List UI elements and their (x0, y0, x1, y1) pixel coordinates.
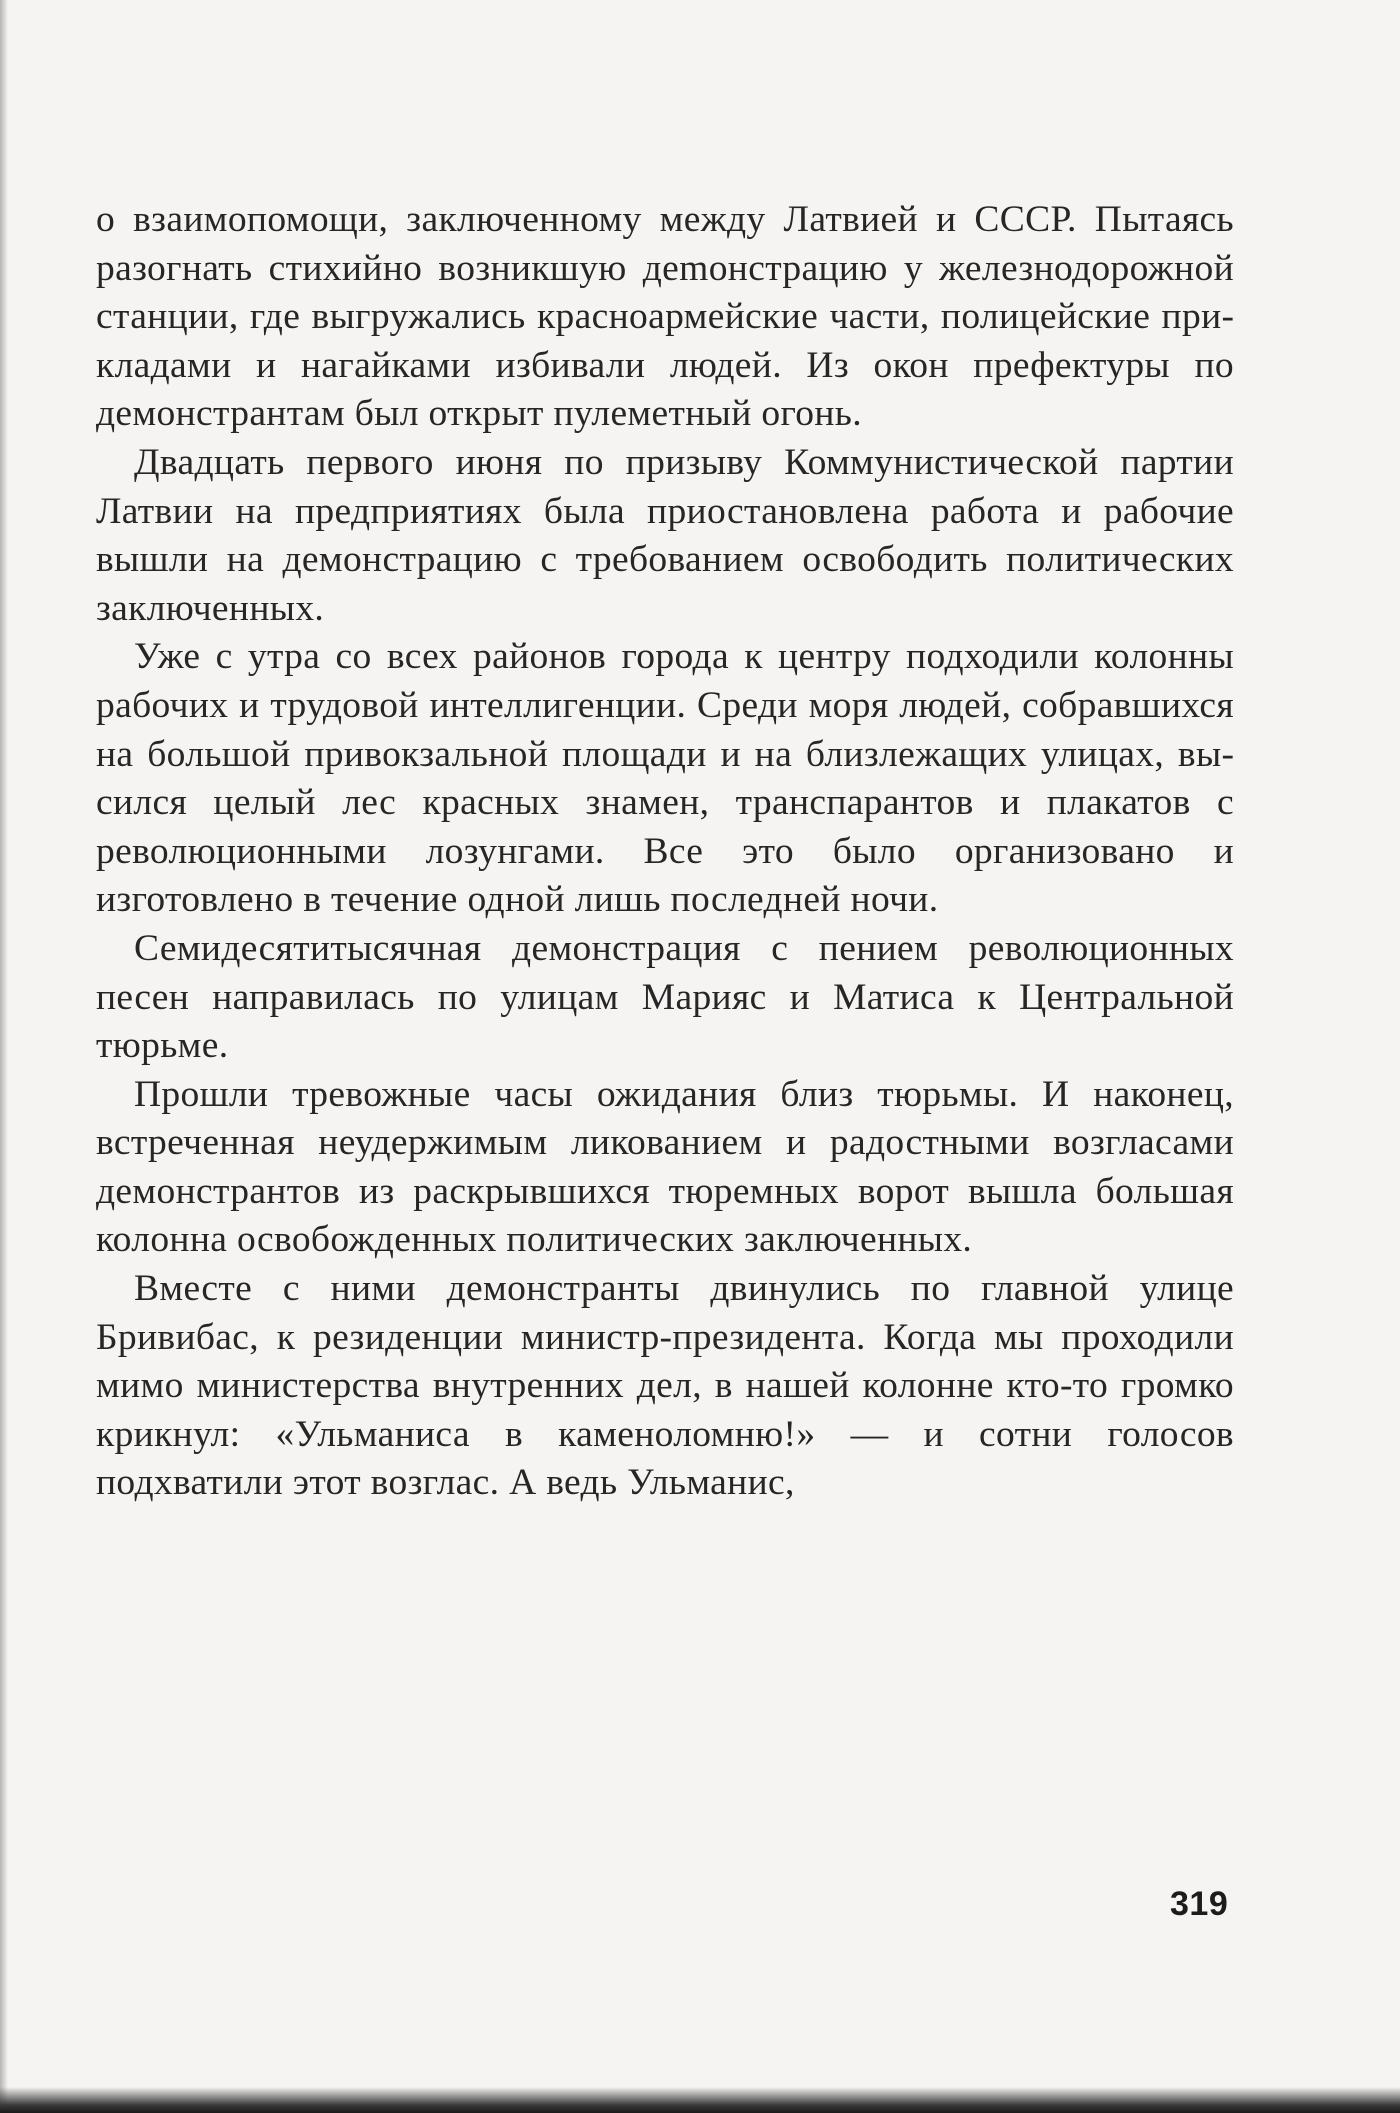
page-number: 319 (1170, 1885, 1229, 1923)
page-bottom-edge-shadow (0, 2087, 1400, 2113)
paragraph-2: Двадцать первого июня по призыву Коммунистической партии Латвии на предприятиях была приостановлена работа и рабочие вышли на демонстрацию с требованием освободить политических заключенных. (96, 441, 1234, 629)
page-body-text (96, 196, 1234, 1508)
paragraph-6: Вместе с ними демонстранты двинулись по главной улице Бривибас, к резиденции министр-президента. Когда мы проходили мимо министерства внутренних дел, в нашей колонне кто-то громко крикнул: «Ульманиса в каменоломню!» — и сотни голосов подхватили этот возглас. А ведь Ульманис, (96, 1268, 1234, 1504)
paragraph-4: Семидесятитысячная демонстрация с пением революционных песен направилась по улицам Марияс и Матиса к Центральной тюрьме. (96, 927, 1234, 1067)
paragraph-1: о взаимопомощи, заключенному между Латвией и СССР. Пытаясь разогнать стихийно возникшую деmонстрацию у железнодорожной станции, где выгружались красноармейские части, полицейские прикладами и нагайками избивали людей. Из окон префектуры по демонстрантам был открыт пулеметный огонь. (96, 199, 1234, 435)
paragraph-5: Прошли тревожные часы ожидания близ тюрьмы. И наконец, встреченная неудержимым ликованием и радостными возгласами демонстрантов из раскрывшихся тюремных ворот вышла большая колонна освобожденных политических заключенных. (96, 1073, 1234, 1261)
page-left-edge-shadow (0, 0, 8, 2113)
paragraph-3: Уже с утра со всех районов города к центру подходили колонны рабочих и трудовой интеллигенции. Среди моря людей, собравшихся на большой привокзальной площади и на близлежащих улицах, высился целый лес красных знамен, транспарантов и плакатов с революционными лозунгами. Все это было организовано и изготовлено в течение одной лишь последней ночи. (96, 636, 1234, 921)
